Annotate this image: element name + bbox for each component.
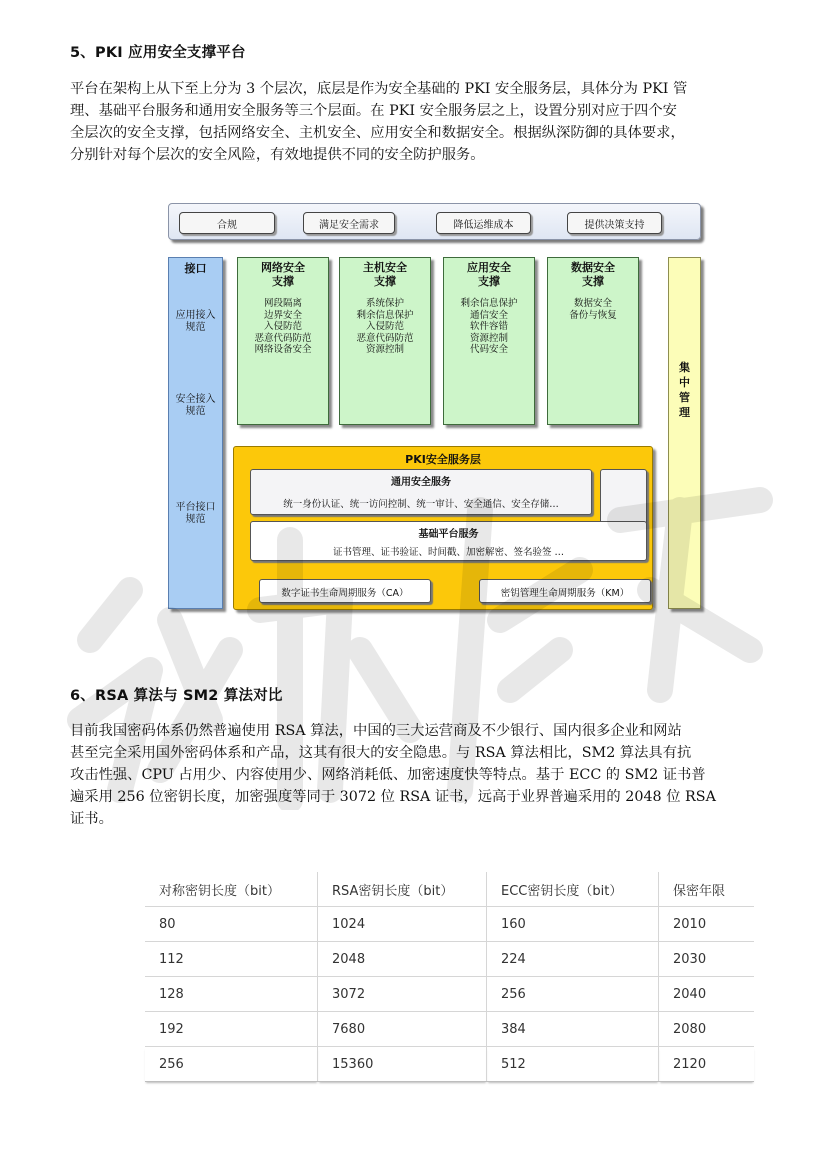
ca-service	[259, 579, 431, 603]
data-security-box	[547, 257, 639, 425]
title-char: 中	[679, 376, 690, 389]
table-row	[145, 907, 754, 942]
box-item: 软件容错	[469, 321, 508, 332]
table-row	[145, 977, 754, 1012]
box-item: 资源控制	[469, 332, 508, 344]
box-item: 通信安全	[469, 309, 508, 321]
security-access-spec	[169, 394, 222, 418]
goal-security-needs: 满足安全需求	[303, 212, 395, 234]
table-cell: 2120	[659, 1047, 755, 1082]
general-services-title: 通用安全服务	[391, 477, 451, 488]
paragraph-line: 理、基础平台服务和通用安全服务等三个层面。在 PKI 安全服务层之上，设置分别对应于四个安	[70, 103, 677, 119]
box-item: 入侵防范	[263, 321, 302, 332]
general-security-services	[250, 469, 592, 515]
box-item: 网络设备安全	[254, 344, 312, 355]
table-cell: 1024	[318, 907, 487, 942]
goal-decision-support: 提供决策支持	[567, 212, 662, 234]
table-row	[145, 1012, 754, 1047]
section-6-paragraph	[70, 720, 770, 830]
table-cell: 2040	[659, 977, 755, 1012]
table-cell: 2080	[659, 1012, 755, 1047]
key-length-comparison-table	[145, 872, 754, 1082]
table-cell: 384	[487, 1012, 659, 1047]
label-line: 应用接入	[175, 310, 216, 321]
pki-architecture-diagram	[165, 200, 715, 620]
table-cell: 256	[487, 977, 659, 1012]
box-item: 代码安全	[469, 344, 508, 355]
paragraph-line: 甚至完全采用国外密码体系和产品，这其有很大的安全隐患。与 RSA 算法相比，SM2 算法具有抗	[70, 745, 692, 761]
box-title: 支撑	[478, 275, 500, 288]
box-title: 支撑	[374, 275, 396, 288]
application-security-box	[443, 257, 535, 425]
title-char: 理	[679, 406, 690, 419]
label-line: 规范	[185, 406, 206, 417]
box-item: 剩余信息保护	[356, 309, 414, 321]
column-header: ECC密钥长度（bit）	[487, 872, 659, 907]
box-title: 支撑	[582, 275, 604, 288]
paragraph-line: 分别针对每个层次的安全风险，有效地提供不同的安全防护服务。	[70, 147, 485, 163]
goal-compliance: 合规	[179, 212, 275, 234]
box-item: 恶意代码防范	[356, 332, 414, 344]
table-header-row	[145, 872, 754, 907]
pki-service-layer	[233, 446, 653, 610]
box-item: 入侵防范	[365, 321, 404, 332]
interface-column	[168, 257, 223, 609]
table-row	[145, 1047, 754, 1082]
pki-layer-title: PKI安全服务层	[405, 453, 481, 466]
box-title: 主机安全	[363, 261, 407, 274]
goals-bar	[168, 203, 701, 240]
box-item: 网段隔离	[263, 298, 302, 309]
label-line: 平台接口	[175, 502, 216, 513]
paragraph-line: 证书。	[70, 811, 113, 827]
column-header: RSA密钥长度（bit）	[318, 872, 487, 907]
platform-interface-spec	[169, 502, 222, 526]
paragraph-line: 遍采用 256 位密钥长度，加密强度等同于 3072 位 RSA 证书，远高于业界普遍采用的 2048 位 RSA	[70, 789, 716, 805]
column-header: 保密年限	[659, 872, 755, 907]
table-cell: 256	[145, 1047, 318, 1082]
table-cell: 224	[487, 942, 659, 977]
label-line: 规范	[185, 322, 206, 333]
table-cell: 7680	[318, 1012, 487, 1047]
title-char: 管	[679, 391, 690, 404]
box-item: 数据安全	[573, 298, 612, 309]
table-cell: 512	[487, 1047, 659, 1082]
box-title: 支撑	[272, 275, 294, 288]
paragraph-line: 平台在架构上从下至上分为 3 个层次，底层是作为安全基础的 PKI 安全服务层，具体分为 PKI 管	[70, 81, 688, 97]
section-6-heading: 6、RSA 算法与 SM2 算法对比	[70, 688, 283, 704]
km-service	[479, 579, 651, 603]
network-security-box	[237, 257, 329, 425]
box-item: 备份与恢复	[569, 309, 617, 321]
table-cell: 2048	[318, 942, 487, 977]
table-cell: 3072	[318, 977, 487, 1012]
base-services-content: 证书管理、证书验证、时间戳、加密解密、签名验签 …	[332, 547, 565, 558]
table-cell: 80	[145, 907, 318, 942]
table-cell: 192	[145, 1012, 318, 1047]
section-5-heading: 5、PKI 应用安全支撑平台	[70, 45, 246, 61]
paragraph-line: 攻击性强、CPU 占用少、内容使用少、网络消耗低、加密速度快等特点。基于 ECC 的 SM2 证书普	[70, 767, 706, 783]
host-security-box	[339, 257, 431, 425]
ca-service-label: 数字证书生命周期服务（CA）	[281, 588, 409, 599]
table-cell: 2010	[659, 907, 755, 942]
table-cell: 2030	[659, 942, 755, 977]
box-title: 数据安全	[571, 261, 615, 274]
km-service-label: 密钥管理生命周期服务（KM）	[500, 588, 630, 599]
box-item: 恶意代码防范	[254, 332, 312, 344]
base-platform-services	[250, 521, 647, 561]
label-line: 安全接入	[175, 394, 216, 405]
box-item: 剩余信息保护	[460, 298, 518, 309]
column-header: 对称密钥长度（bit）	[145, 872, 318, 907]
interface-title: 接口	[184, 262, 207, 275]
table-cell: 15360	[318, 1047, 487, 1082]
paragraph-line: 目前我国密码体系仍然普遍使用 RSA 算法，中国的三大运营商及不少银行、国内很多企业和网站	[70, 723, 682, 739]
box-item: 边界安全	[263, 309, 302, 321]
box-title: 应用安全	[467, 261, 511, 274]
base-services-title: 基础平台服务	[418, 529, 479, 540]
label-line: 规范	[185, 514, 206, 525]
paragraph-line: 全层次的安全支撑，包括网络安全、主机安全、应用安全和数据安全。根据纵深防御的具体要求，	[70, 125, 685, 141]
table-row	[145, 942, 754, 977]
app-access-spec	[169, 310, 222, 334]
goal-lower-cost: 降低运维成本	[436, 212, 531, 234]
central-management-column	[668, 257, 701, 609]
table-cell: 128	[145, 977, 318, 1012]
general-services-content: 统一身份认证、统一访问控制、统一审计、安全通信、安全存储…	[283, 499, 559, 510]
table-cell: 160	[487, 907, 659, 942]
box-item: 系统保护	[365, 298, 404, 309]
title-char: 集	[679, 361, 690, 374]
section-5-paragraph	[70, 78, 770, 166]
central-management-title	[669, 360, 700, 420]
table-cell: 112	[145, 942, 318, 977]
box-title: 网络安全	[261, 261, 305, 274]
box-item: 资源控制	[365, 344, 404, 355]
